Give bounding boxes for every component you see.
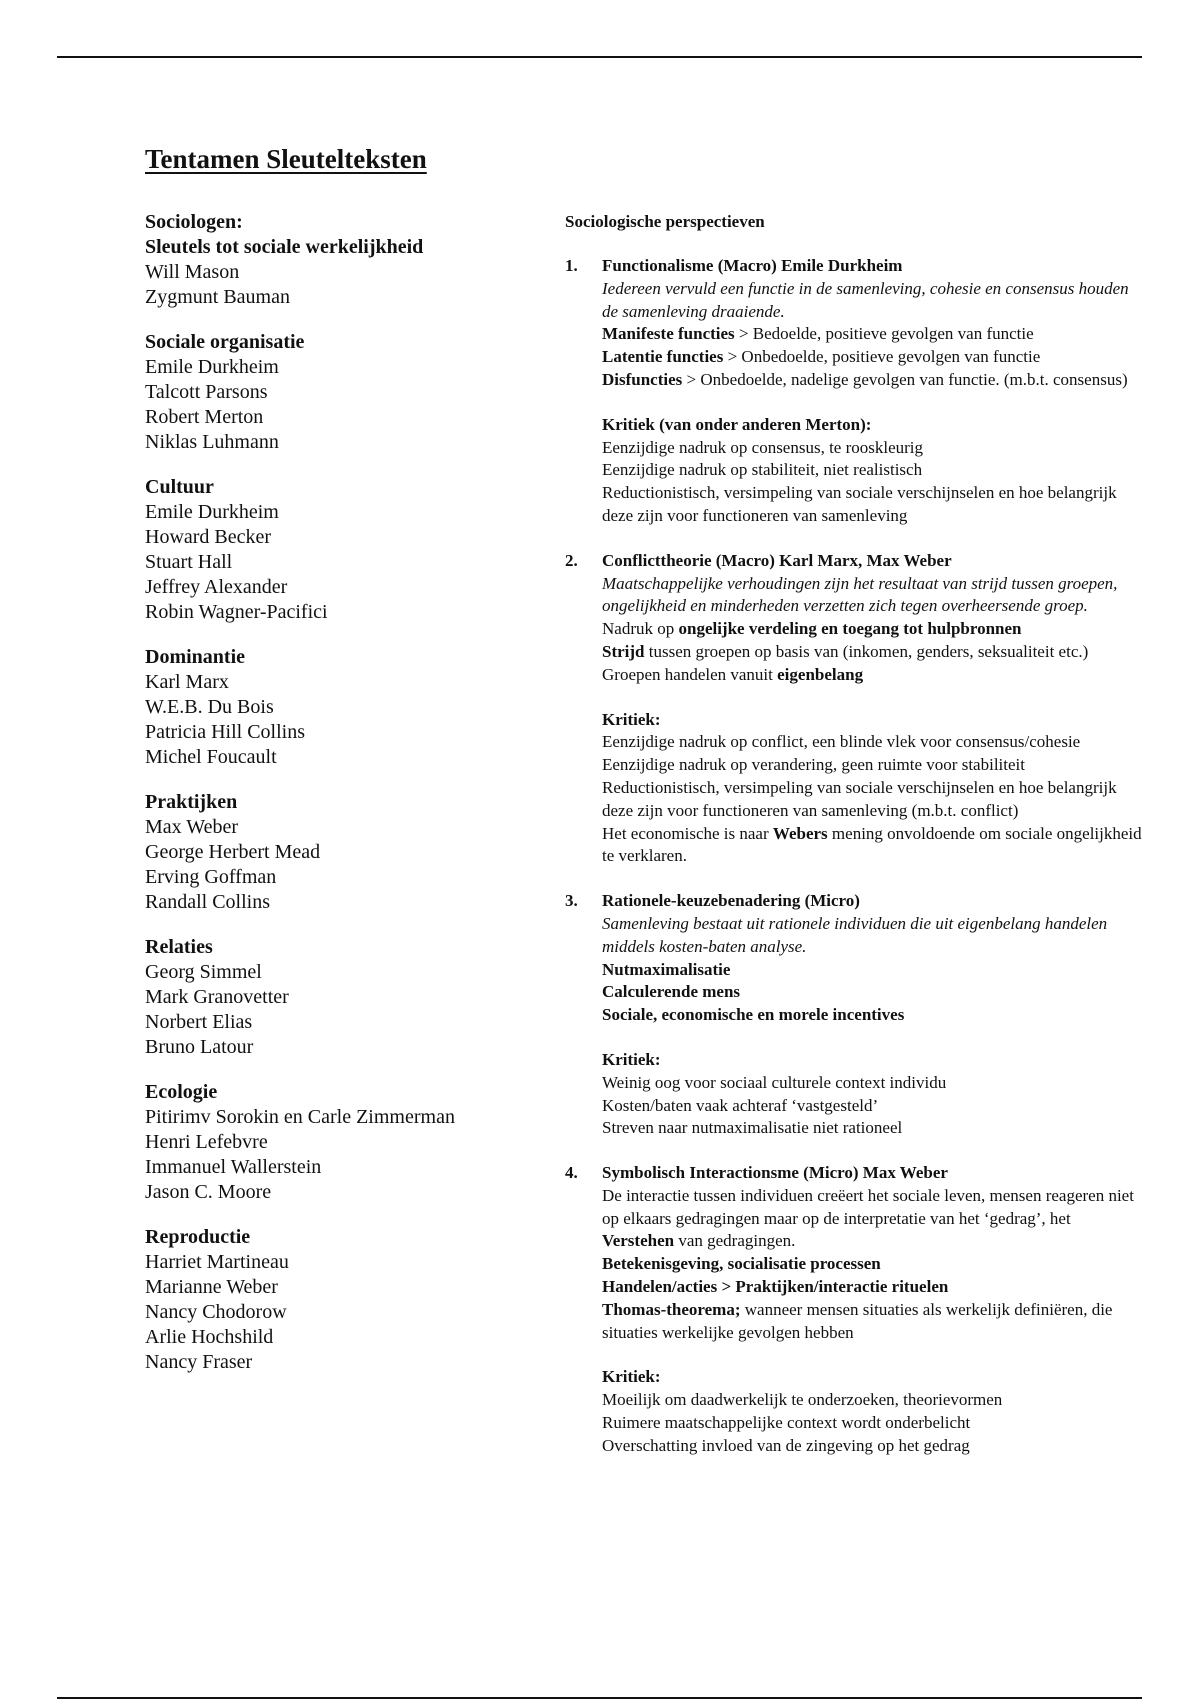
point-line bbox=[602, 323, 1145, 346]
point-term: ongelijke verdeling en toegang tot hulpbronnen bbox=[678, 619, 1022, 639]
critique-line: Weinig oog voor sociaal culturele context individu bbox=[602, 1072, 947, 1092]
point-term: eigenbelang bbox=[777, 664, 864, 684]
point-text: Groepen handelen vanuit bbox=[602, 664, 778, 684]
critique-line: Reductionistisch, versimpeling van sociale verschijnselen en hoe belangrijk deze zijn voor functioneren van samenleving bbox=[602, 483, 1117, 525]
section-ecologie bbox=[145, 1080, 545, 1205]
critique-line: Eenzijdige nadruk op stabiliteit, niet realistisch bbox=[602, 460, 923, 480]
name-item: Pitirimv Sorokin en Carle Zimmerman bbox=[145, 1106, 455, 1128]
name-item: Max Weber bbox=[145, 816, 238, 838]
section-heading: Cultuur bbox=[145, 476, 214, 498]
perspective-conflicttheorie bbox=[565, 550, 1145, 868]
left-column bbox=[145, 210, 545, 1395]
point-term: Latentie functies bbox=[602, 347, 724, 367]
point-line bbox=[602, 618, 1145, 641]
perspectives-heading: Sociologische perspectieven bbox=[565, 212, 765, 231]
name-item: Zygmunt Bauman bbox=[145, 286, 290, 308]
critique-heading: Kritiek: bbox=[602, 1049, 661, 1069]
name-item: Randall Collins bbox=[145, 891, 270, 913]
name-item: Bruno Latour bbox=[145, 1036, 254, 1058]
section-praktijken bbox=[145, 790, 545, 915]
description-text: De interactie tussen individuen creëert het sociale leven, mensen reageren niet op elkaars gedragingen maar op de interpretatie van het ‘gedrag’, het bbox=[602, 1185, 1134, 1228]
item-number: 1. bbox=[565, 256, 578, 275]
section-subheading: Sleutels tot sociale werkelijkheid bbox=[145, 236, 424, 258]
name-item: Norbert Elias bbox=[145, 1011, 253, 1033]
name-item: Harriet Martineau bbox=[145, 1251, 289, 1273]
section-heading: Reproductie bbox=[145, 1226, 251, 1248]
perspective-title: Rationele-keuzebenadering (Micro) bbox=[602, 891, 860, 911]
critique-line: Ruimere maatschappelijke context wordt onderbelicht bbox=[602, 1413, 971, 1433]
name-item: Robin Wagner-Pacifici bbox=[145, 601, 328, 623]
name-item: Niklas Luhmann bbox=[145, 431, 279, 453]
key-concept: Nutmaximalisatie bbox=[602, 959, 731, 979]
name-item: Karl Marx bbox=[145, 671, 229, 693]
critique-line: Overschatting invloed van de zingeving op het gedrag bbox=[602, 1435, 970, 1455]
critique-heading: Kritiek: bbox=[602, 1367, 661, 1387]
right-column bbox=[565, 210, 1145, 1480]
perspective-title: Functionalisme (Macro) Emile Durkheim bbox=[602, 256, 903, 275]
name-item: Marianne Weber bbox=[145, 1276, 278, 1298]
section-heading: Sociale organisatie bbox=[145, 331, 305, 353]
top-rule bbox=[57, 56, 1142, 58]
point-line bbox=[602, 369, 1145, 392]
name-item: Arlie Hochshild bbox=[145, 1326, 274, 1348]
bottom-rule bbox=[57, 1697, 1142, 1699]
critique-line: Eenzijdige nadruk op verandering, geen ruimte voor stabiliteit bbox=[602, 755, 1025, 775]
critique-line: Kosten/baten vaak achteraf ‘vastgesteld’ bbox=[602, 1095, 879, 1115]
description-term: Verstehen bbox=[602, 1231, 675, 1251]
name-item: Jeffrey Alexander bbox=[145, 576, 288, 598]
name-item: Patricia Hill Collins bbox=[145, 721, 305, 743]
critique-text: Het economische is naar bbox=[602, 823, 773, 843]
key-concept: Sociale, economische en morele incentives bbox=[602, 1005, 905, 1025]
item-number: 3. bbox=[565, 891, 578, 911]
perspective-description: Iedereen vervuld een functie in de samenleving, cohesie en consensus houden de samenleving draaiende. bbox=[602, 278, 1129, 321]
item-number: 2. bbox=[565, 550, 578, 570]
section-heading: Dominantie bbox=[145, 646, 245, 668]
perspective-functionalisme bbox=[565, 255, 1145, 528]
section-heading: Relaties bbox=[145, 936, 213, 958]
name-item: Stuart Hall bbox=[145, 551, 233, 573]
perspective-title: Symbolisch Interactionsme (Micro) Max Weber bbox=[602, 1163, 948, 1183]
name-item: Emile Durkheim bbox=[145, 356, 279, 378]
name-item: Howard Becker bbox=[145, 526, 272, 548]
key-concept: Betekenisgeving, socialisatie processen bbox=[602, 1254, 881, 1274]
perspective-description bbox=[602, 1185, 1145, 1253]
section-reproductie bbox=[145, 1225, 545, 1375]
critique-line: Moeilijk om daadwerkelijk te onderzoeken, theorievormen bbox=[602, 1390, 1003, 1410]
critique-line: Eenzijdige nadruk op conflict, een blinde vlek voor consensus/cohesie bbox=[602, 732, 1081, 752]
name-item: Henri Lefebvre bbox=[145, 1131, 268, 1153]
name-item: Emile Durkheim bbox=[145, 501, 279, 523]
theorem-text: wanneer mensen situaties als werkelijk definiëren, die situaties werkelijke gevolgen hebben bbox=[602, 1299, 1113, 1342]
perspective-title: Conflicttheorie (Macro) Karl Marx, Max Weber bbox=[602, 550, 952, 570]
section-dominantie bbox=[145, 645, 545, 770]
point-text: Nadruk op bbox=[602, 619, 679, 639]
section-heading: Praktijken bbox=[145, 791, 238, 813]
point-line bbox=[602, 346, 1145, 369]
name-item: Georg Simmel bbox=[145, 961, 262, 983]
page-title: Tentamen Sleutelteksten bbox=[145, 144, 427, 174]
name-item: Robert Merton bbox=[145, 406, 264, 428]
point-term: Disfuncties bbox=[602, 369, 683, 389]
point-text: tussen groepen op basis van (inkomen, genders, seksualiteit etc.) bbox=[644, 641, 1089, 661]
critique-text: mening onvoldoende om sociale ongelijkheid te verklaren. bbox=[602, 823, 1142, 866]
theorem-line bbox=[602, 1299, 1145, 1345]
name-item: Nancy Fraser bbox=[145, 1351, 253, 1373]
critique-line: Reductionistisch, versimpeling van sociale verschijnselen en hoe belangrijk deze zijn voor functioneren van samenleving (m.b.t. conflict) bbox=[602, 777, 1117, 820]
critique-term: Webers bbox=[772, 823, 828, 843]
point-text: > Bedoelde, positieve gevolgen van functie bbox=[734, 324, 1034, 344]
name-item: W.E.B. Du Bois bbox=[145, 696, 274, 718]
perspective-description: Maatschappelijke verhoudingen zijn het resultaat van strijd tussen groepen, ongelijkheid en minderheden verzetten zich tegen overheersende groep. bbox=[602, 573, 1118, 616]
point-term: Strijd bbox=[602, 641, 645, 661]
name-item: Will Mason bbox=[145, 261, 240, 283]
name-item: George Herbert Mead bbox=[145, 841, 321, 863]
description-text: van gedragingen. bbox=[674, 1231, 796, 1251]
section-sociale-organisatie bbox=[145, 330, 545, 455]
name-item: Erving Goffman bbox=[145, 866, 277, 888]
item-number: 4. bbox=[565, 1163, 578, 1183]
point-text: > Onbedoelde, positieve gevolgen van functie bbox=[723, 347, 1041, 367]
critique-heading: Kritiek (van onder anderen Merton): bbox=[602, 414, 872, 434]
perspective-description: Samenleving bestaat uit rationele individuen die uit eigenbelang handelen middels kosten-baten analyse. bbox=[602, 913, 1108, 956]
name-item: Immanuel Wallerstein bbox=[145, 1156, 322, 1178]
perspective-rationele-keuze bbox=[565, 890, 1145, 1140]
name-item: Michel Foucault bbox=[145, 746, 277, 768]
key-concept: Calculerende mens bbox=[602, 982, 741, 1002]
name-item: Talcott Parsons bbox=[145, 381, 268, 403]
section-cultuur bbox=[145, 475, 545, 625]
name-item: Mark Granovetter bbox=[145, 986, 289, 1008]
point-term: Manifeste functies bbox=[602, 324, 735, 344]
section-relaties bbox=[145, 935, 545, 1060]
section-heading: Ecologie bbox=[145, 1081, 218, 1103]
key-concept: Handelen/acties > Praktijken/interactie rituelen bbox=[602, 1277, 949, 1297]
critique-line bbox=[602, 823, 1145, 869]
critique-line: Eenzijdige nadruk op consensus, te rooskleurig bbox=[602, 437, 924, 457]
name-item: Jason C. Moore bbox=[145, 1181, 272, 1203]
perspective-symbolisch-interactionisme bbox=[565, 1162, 1145, 1458]
critique-heading: Kritiek: bbox=[602, 709, 661, 729]
point-line bbox=[602, 664, 1145, 687]
section-sociologen bbox=[145, 210, 545, 310]
theorem-term: Thomas-theorema; bbox=[602, 1299, 741, 1319]
name-item: Nancy Chodorow bbox=[145, 1301, 287, 1323]
section-heading: Sociologen: bbox=[145, 211, 243, 233]
critique-line: Streven naar nutmaximalisatie niet rationeel bbox=[602, 1118, 903, 1138]
point-text: > Onbedoelde, nadelige gevolgen van functie. (m.b.t. consensus) bbox=[682, 369, 1128, 389]
point-line bbox=[602, 641, 1145, 664]
